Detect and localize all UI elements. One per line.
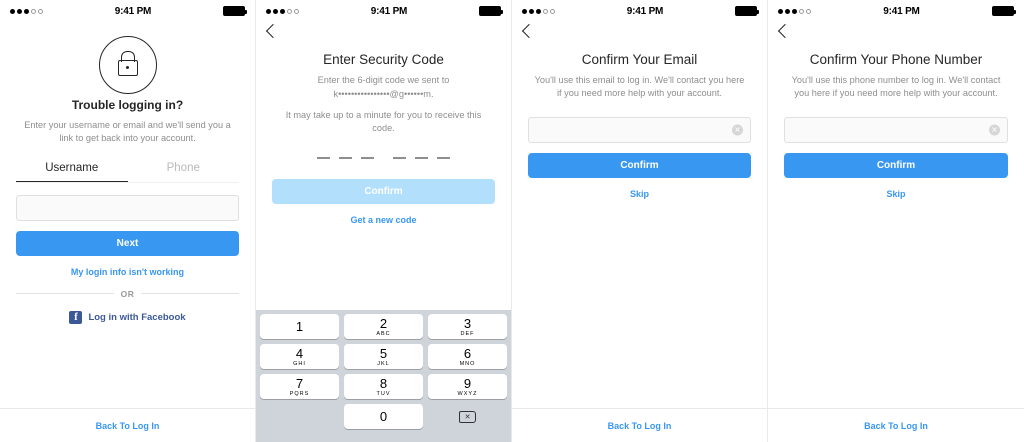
key-number: 8	[379, 375, 388, 391]
email-field[interactable]	[528, 117, 751, 143]
screen-trouble-logging-in	[0, 0, 256, 442]
keypad-row	[260, 404, 507, 429]
log-in-with-facebook-button[interactable]	[16, 311, 239, 324]
key-blank	[260, 404, 339, 429]
key-letters: TUV	[376, 390, 391, 397]
key-letters: ABC	[376, 330, 391, 337]
status-bar	[256, 0, 511, 22]
screen1-content	[0, 36, 255, 324]
auth-method-tabs	[16, 162, 239, 183]
key-8[interactable]	[344, 374, 423, 399]
battery-icon	[479, 6, 501, 16]
clear-icon[interactable]: ✕	[732, 124, 743, 135]
footer-back-to-log-in[interactable]	[0, 408, 255, 442]
key-letters: MNO	[459, 360, 476, 367]
battery-icon	[992, 6, 1014, 16]
nav-bar	[768, 22, 1024, 48]
key-number: 6	[463, 345, 472, 361]
username-input[interactable]	[16, 195, 239, 221]
footer-label: Back To Log In	[607, 420, 672, 431]
tab-username[interactable]: Username	[16, 162, 128, 182]
security-code-input[interactable]	[272, 157, 495, 159]
screen-confirm-your-email	[512, 0, 768, 442]
footer-back-to-log-in[interactable]	[768, 408, 1024, 442]
page-subtitle-line2: k••••••••••••••••@g••••••m.	[333, 89, 434, 100]
skip-link[interactable]: Skip	[886, 188, 906, 199]
page-title: Confirm Your Email	[581, 52, 698, 67]
screen4-content	[768, 52, 1024, 199]
page-title: Confirm Your Phone Number	[809, 52, 983, 67]
back-icon[interactable]	[522, 24, 536, 38]
footer-label: Back To Log In	[864, 420, 928, 431]
signal-indicator	[266, 9, 299, 14]
footer-label: Back To Log In	[95, 420, 160, 431]
next-button[interactable]: Next	[16, 231, 239, 256]
screen-confirm-your-phone-number	[768, 0, 1024, 442]
key-number: 5	[379, 345, 388, 361]
delete-icon: ✕	[459, 411, 476, 423]
page-subtitle: You'll use this email to log in. We'll contact you here if you need more help with your account.	[534, 75, 745, 99]
nav-bar	[256, 22, 511, 48]
page-subtitle-line1: Enter the 6-digit code we sent to	[317, 75, 450, 85]
page-subtitle-line3: It may take up to a minute for you to receive this code.	[285, 109, 482, 134]
status-time: 9:41 PM	[883, 5, 920, 17]
key-number: 3	[463, 315, 472, 331]
key-number: 7	[295, 375, 304, 391]
key-number: 1	[295, 318, 304, 334]
key-letters: JKL	[377, 360, 390, 367]
signal-indicator	[778, 9, 811, 14]
key-letters: DEF	[460, 330, 475, 337]
keypad-row	[260, 344, 507, 369]
confirm-button[interactable]: Confirm	[528, 153, 751, 178]
status-time: 9:41 PM	[626, 5, 664, 17]
key-number: 4	[295, 345, 304, 361]
key-9[interactable]	[428, 374, 507, 399]
status-time: 9:41 PM	[370, 5, 408, 17]
page-title: Trouble logging in?	[71, 98, 184, 112]
phone-field[interactable]	[784, 117, 1008, 143]
back-icon[interactable]	[266, 24, 280, 38]
battery-icon	[735, 6, 757, 16]
status-bar	[0, 0, 255, 22]
key-number: 9	[463, 375, 472, 391]
battery-icon	[223, 6, 245, 16]
key-letters: PQRS	[289, 390, 310, 397]
numeric-keypad	[256, 310, 511, 442]
delete-key[interactable]	[428, 404, 507, 429]
get-a-new-code-link[interactable]: Get a new code	[350, 215, 417, 226]
confirm-button[interactable]: Confirm	[272, 179, 495, 204]
status-bar	[512, 0, 767, 22]
divider-label: OR	[120, 288, 135, 299]
facebook-icon: f	[69, 311, 82, 324]
status-time: 9:41 PM	[114, 5, 152, 17]
screen2-content	[256, 52, 511, 225]
key-letters: WXYZ	[457, 390, 478, 397]
footer-back-to-log-in[interactable]	[512, 408, 767, 442]
keypad-row	[260, 314, 507, 339]
divider-or	[16, 289, 239, 299]
skip-link[interactable]: Skip	[629, 188, 649, 199]
key-2[interactable]	[344, 314, 423, 339]
login-info-not-working-link[interactable]: My login info isn't working	[70, 266, 185, 277]
key-1[interactable]	[260, 314, 339, 339]
screen-enter-security-code	[256, 0, 512, 442]
key-5[interactable]	[344, 344, 423, 369]
keypad-row	[260, 374, 507, 399]
key-number: 2	[379, 315, 388, 331]
page-title: Enter Security Code	[323, 52, 444, 67]
status-bar	[768, 0, 1024, 22]
page-subtitle: You'll use this phone number to log in. We'll contact you here if you need more help with your account.	[791, 75, 1001, 99]
nav-bar	[512, 22, 767, 48]
signal-indicator	[10, 9, 43, 14]
clear-icon[interactable]: ✕	[989, 124, 1000, 135]
key-7[interactable]	[260, 374, 339, 399]
key-number: 0	[379, 409, 388, 424]
key-letters: GHI	[293, 360, 306, 367]
key-3[interactable]	[428, 314, 507, 339]
facebook-label: Log in with Facebook	[88, 311, 186, 323]
lock-icon	[16, 36, 239, 94]
tab-phone[interactable]: Phone	[166, 161, 200, 174]
back-icon[interactable]	[778, 24, 792, 38]
key-0[interactable]	[344, 404, 423, 429]
signal-indicator	[522, 9, 555, 14]
page-subtitle: Enter your username or email and we'll send you a link to get back into your account.	[24, 120, 231, 144]
key-4[interactable]	[260, 344, 339, 369]
confirm-button[interactable]: Confirm	[784, 153, 1008, 178]
key-6[interactable]	[428, 344, 507, 369]
screen3-content	[512, 52, 767, 199]
